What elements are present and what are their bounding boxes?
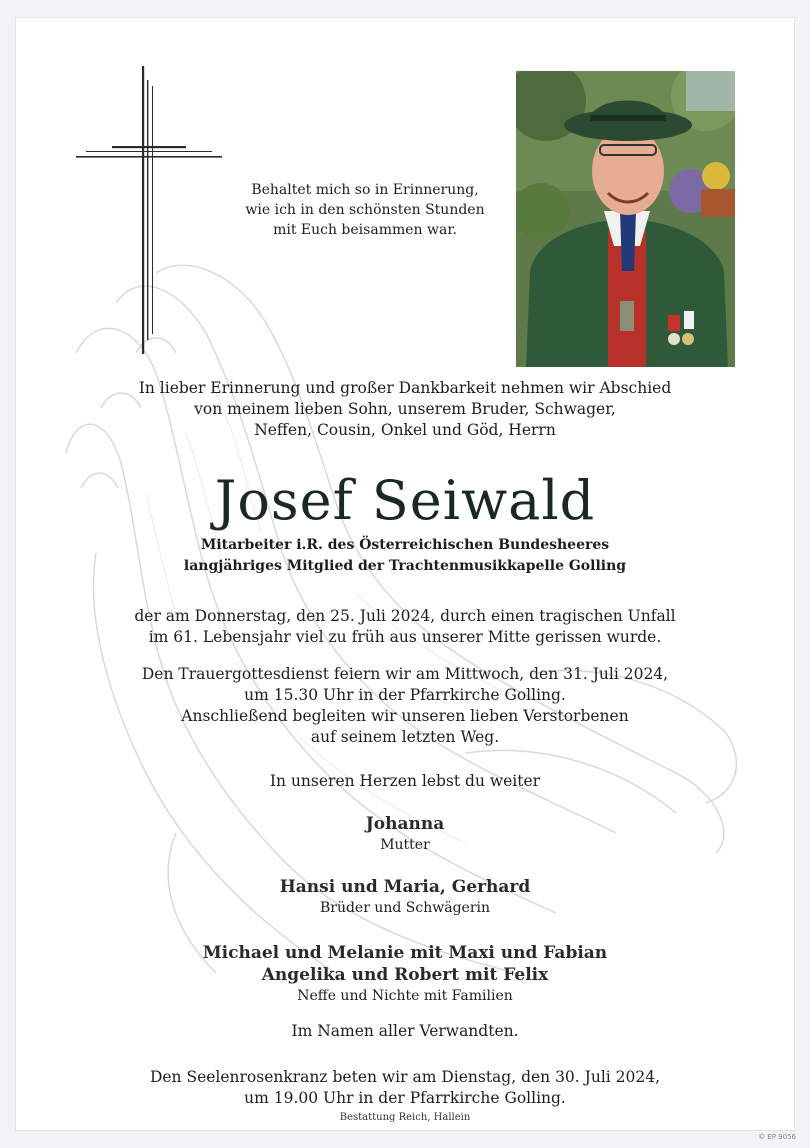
mourner-names: Johanna: [365, 814, 445, 834]
service-line: Anschließend begleiten wir unseren lieben Verstorbenen: [181, 707, 629, 725]
heart-line: In unseren Herzen lebst du weiter: [269, 772, 541, 790]
death-line: im 61. Lebensjahr viel zu früh aus unserer Mitte gerissen wurde.: [148, 628, 662, 646]
memorial-motto: [200, 180, 530, 240]
mourner-names: Michael und Melanie mit Maxi und Fabian: [202, 943, 608, 963]
relatives-line: Im Namen aller Verwandten.: [291, 1022, 519, 1040]
mourner-group: [100, 876, 710, 918]
mourner-group: [100, 942, 710, 1006]
portrait-photo: [516, 71, 735, 367]
mourner-names: Hansi und Maria, Gerhard: [279, 877, 531, 897]
farewell-intro: [100, 378, 710, 441]
deceased-name: Josef Seiwald: [214, 469, 596, 532]
death-line: der am Donnerstag, den 25. Juli 2024, durch einen tragischen Unfall: [134, 607, 676, 625]
mourner-relation: Mutter: [380, 837, 430, 853]
intro-line: Neffen, Cousin, Onkel und Göd, Herrn: [254, 421, 556, 439]
service-line: Den Trauergottesdienst feiern wir am Mittwoch, den 31. Juli 2024,: [141, 665, 669, 683]
role-line: langjähriges Mitglied der Trachtenmusikkapelle Golling: [183, 558, 627, 574]
rosary-line: um 19.00 Uhr in der Pfarrkirche Golling.: [244, 1089, 566, 1107]
mourner-group: [100, 813, 710, 855]
mourner-relation: Brüder und Schwägerin: [319, 900, 491, 916]
motto-line: wie ich in den schönsten Stunden: [245, 202, 485, 218]
death-notice: [100, 606, 710, 648]
mourner-relation: Neffe und Nichte mit Familien: [297, 988, 513, 1004]
rosary-notice: [100, 1067, 710, 1109]
funeral-service-notice: [100, 664, 710, 748]
mourner-names: Angelika und Robert mit Felix: [261, 965, 549, 985]
motto-line: mit Euch beisammen war.: [273, 222, 457, 238]
rosary-line: Den Seelenrosenkranz beten wir am Dienstag, den 30. Juli 2024,: [149, 1068, 661, 1086]
undertaker-credit: Bestattung Reich, Hallein: [339, 1112, 471, 1123]
role-line: Mitarbeiter i.R. des Österreichischen Bundesheeres: [200, 537, 610, 553]
motto-line: Behaltet mich so in Erinnerung,: [251, 182, 479, 198]
service-line: auf seinem letzten Weg.: [310, 728, 500, 746]
service-line: um 15.30 Uhr in der Pfarrkirche Golling.: [244, 686, 566, 704]
deceased-roles: [100, 535, 710, 577]
print-code: © EP 9056: [758, 1133, 796, 1141]
intro-line: von meinem lieben Sohn, unserem Bruder, Schwager,: [194, 400, 616, 418]
intro-line: In lieber Erinnerung und großer Dankbarkeit nehmen wir Abschied: [138, 379, 672, 397]
